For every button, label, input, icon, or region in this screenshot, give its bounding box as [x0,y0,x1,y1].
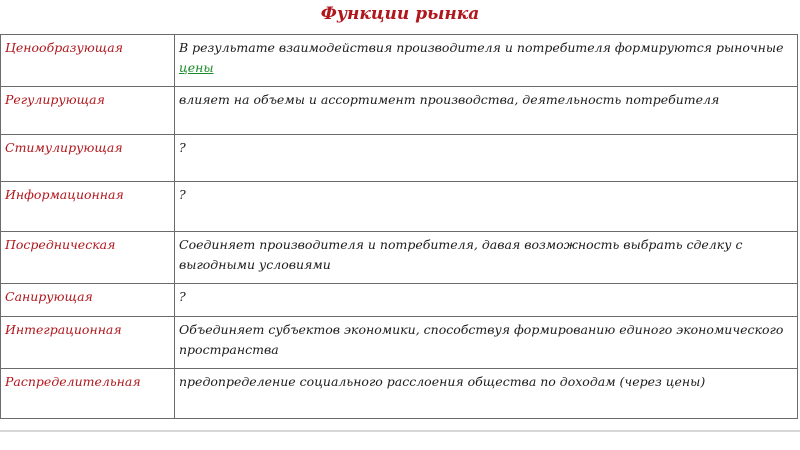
description-text: В результате взаимодействия производителя и потребителя формируются рыночные [179,40,784,55]
function-description: ? [175,284,798,317]
function-description: ? [175,182,798,232]
function-description: влияет на объемы и ассортимент производства, деятельность потребителя [175,87,798,135]
function-name: Стимулирующая [1,135,175,182]
function-name: Ценообразующая [1,35,175,87]
function-name: Информационная [1,182,175,232]
table-row [1,284,798,317]
function-description: Объединяет субъектов экономики, способствуя формированию единого экономического пространства [175,317,798,369]
function-name: Регулирующая [1,87,175,135]
function-name: Распределительная [1,369,175,419]
function-name: Посредническая [1,232,175,284]
table-row [1,369,798,419]
function-description: ? [175,135,798,182]
table-row [1,35,798,87]
table-row [1,182,798,232]
function-description [175,35,798,87]
table-row [1,317,798,369]
bottom-divider [0,430,800,432]
function-name: Интеграционная [1,317,175,369]
market-functions-table [0,34,798,419]
prices-link[interactable]: цены [179,60,214,75]
function-name: Санирующая [1,284,175,317]
slide-title: Функции рынка [320,4,480,24]
function-description: Соединяет производителя и потребителя, давая возможность выбрать сделку с выгодными условиями [175,232,798,284]
table-row [1,232,798,284]
table-row [1,135,798,182]
function-description: предопределение социального расслоения общества по доходам (через цены) [175,369,798,419]
table-row [1,87,798,135]
